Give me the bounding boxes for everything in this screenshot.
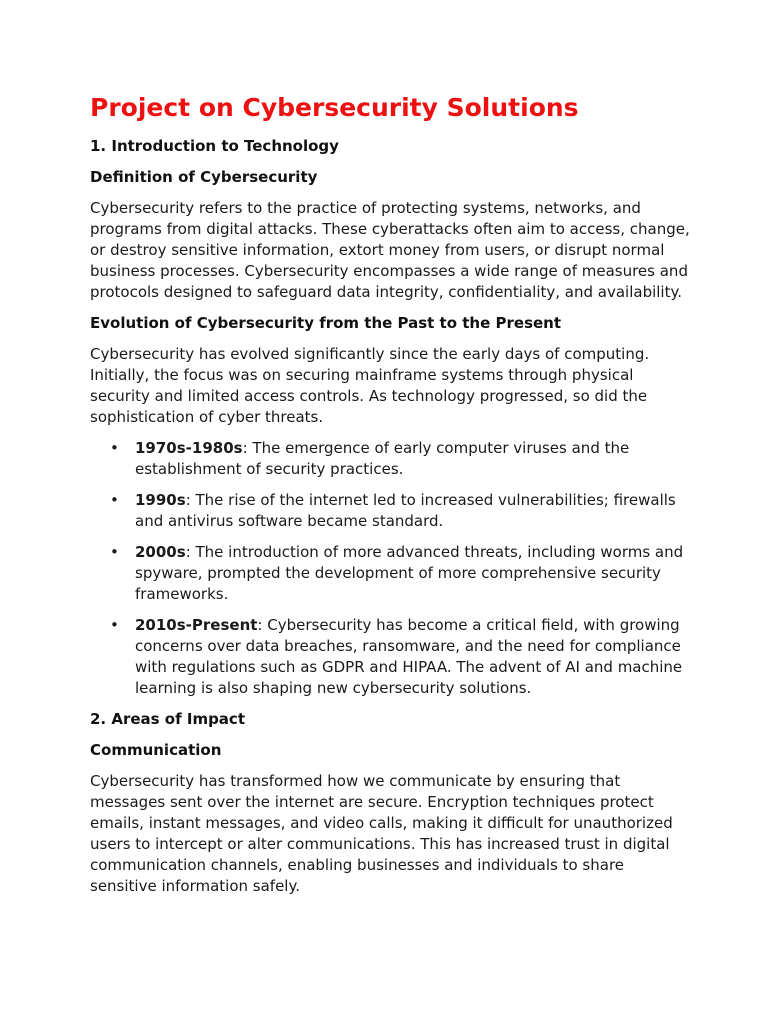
document-title: Project on Cybersecurity Solutions [90, 93, 579, 122]
list-item [90, 542, 690, 605]
list-item [90, 490, 690, 532]
list-item-term: 1990s [135, 491, 186, 509]
evolution-timeline-list [90, 438, 690, 699]
document-page [90, 92, 690, 907]
bullet-icon: • [110, 439, 119, 457]
subheading-communication: Communication [90, 741, 222, 759]
list-item-text: : The introduction of more advanced threats, including worms and spyware, prompted the development of more comprehensive security frameworks. [135, 543, 684, 603]
paragraph-communication: Cybersecurity has transformed how we communicate by ensuring that messages sent over the internet are secure. Encryption techniques protect emails, instant messages, and video calls, making it difficult for unauthorized users to intercept or alter communications. This has increased trust in digital communication channels, enabling businesses and individuals to share sensitive information safely. [90, 772, 673, 895]
list-item-text: : The emergence of early computer viruses and the establishment of security practices. [135, 439, 630, 478]
list-item-text: : Cybersecurity has become a critical field, with growing concerns over data breaches, ransomware, and the need for compliance with regulations such as GDPR and HIPAA. The advent of AI and machine learning is also shaping new cybersecurity solutions. [135, 616, 683, 697]
bullet-icon: • [110, 616, 119, 634]
section-heading-introduction: 1. Introduction to Technology [90, 137, 339, 155]
list-item-term: 1970s-1980s [135, 439, 243, 457]
list-item [90, 615, 690, 699]
subheading-evolution: Evolution of Cybersecurity from the Past to the Present [90, 314, 562, 332]
bullet-icon: • [110, 543, 119, 561]
list-item-term: 2000s [135, 543, 186, 561]
subheading-definition: Definition of Cybersecurity [90, 168, 318, 186]
list-item-term: 2010s-Present [135, 616, 258, 634]
list-item [90, 438, 690, 480]
section-heading-areas-of-impact: 2. Areas of Impact [90, 710, 245, 728]
list-item-text: : The rise of the internet led to increased vulnerabilities; firewalls and antivirus software became standard. [135, 491, 676, 530]
paragraph-evolution: Cybersecurity has evolved significantly since the early days of computing. Initially, the focus was on securing mainframe systems through physical security and limited access controls. As technology progressed, so did the sophistication of cyber threats. [90, 345, 650, 426]
paragraph-definition: Cybersecurity refers to the practice of protecting systems, networks, and programs from digital attacks. These cyberattacks often aim to access, change, or destroy sensitive information, extort money from users, or disrupt normal business processes. Cybersecurity encompasses a wide range of measures and protocols designed to safeguard data integrity, confidentiality, and availability. [90, 199, 690, 301]
bullet-icon: • [110, 491, 119, 509]
